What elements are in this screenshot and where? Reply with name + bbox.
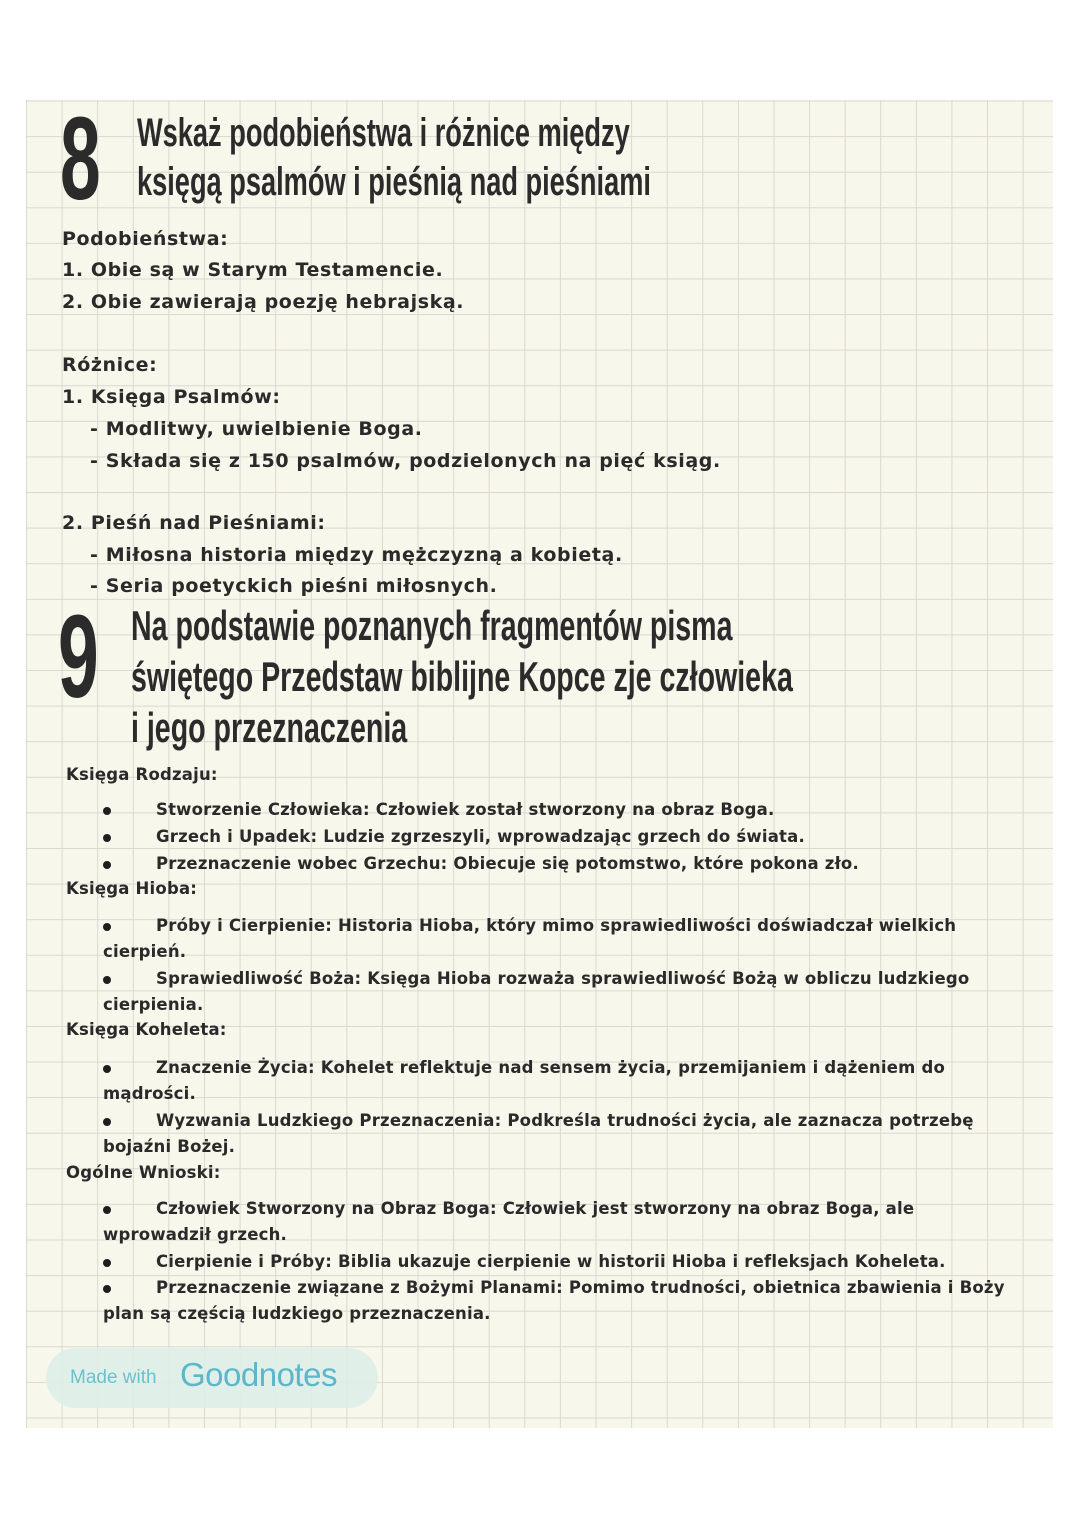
section-9-title-line-1: Na podstawie poznanych fragmentów pisma xyxy=(131,602,733,649)
group-label-ecclesiastes: Księga Koheleta: xyxy=(66,1020,227,1039)
similarity-item: 1. Obie są w Starym Testamencie. xyxy=(62,259,444,281)
list-item: Przeznaczenie związane z Bożymi Planami: Pomimo trudności, obietnica zbawienia i Boży xyxy=(156,1278,1005,1297)
similarities-label: Podobieństwa: xyxy=(62,228,229,250)
section-9-title-line-3: i jego przeznaczenia xyxy=(131,704,408,751)
difference-point: - Seria poetyckich pieśni miłosnych. xyxy=(90,575,498,597)
list-item-continuation: cierpienia. xyxy=(103,995,204,1014)
similarity-item: 2. Obie zawierają poezję hebrajską. xyxy=(62,291,465,313)
difference-point: - Miłosna historia między mężczyzną a kobietą. xyxy=(90,544,623,566)
bullet-icon xyxy=(103,861,111,869)
bullet-icon xyxy=(103,1065,111,1073)
list-item: Cierpienie i Próby: Biblia ukazuje cierpienie w historii Hioba i refleksjach Koheleta. xyxy=(156,1252,946,1271)
difference-title-song-of-songs: 2. Pieśń nad Pieśniami: xyxy=(62,512,326,534)
bullet-icon xyxy=(103,834,111,842)
section-9-number: 9 xyxy=(58,591,99,723)
bullet-icon xyxy=(103,923,111,931)
list-item: Grzech i Upadek: Ludzie zgrzeszyli, wprowadzając grzech do świata. xyxy=(156,827,805,846)
list-item: Przeznaczenie wobec Grzechu: Obiecuje się potomstwo, które pokona zło. xyxy=(156,854,859,873)
section-8-title-line-2: księgą psalmów i pieśnią nad pieśniami xyxy=(137,160,651,204)
difference-point: - Modlitwy, uwielbienie Boga. xyxy=(90,418,423,440)
bullet-icon xyxy=(103,976,111,984)
bullet-icon xyxy=(103,1118,111,1126)
group-label-genesis: Księga Rodzaju: xyxy=(66,765,218,784)
list-item-continuation: cierpień. xyxy=(103,942,187,961)
bullet-icon xyxy=(103,807,111,815)
list-item: Człowiek Stworzony na Obraz Boga: Człowiek jest stworzony na obraz Boga, ale xyxy=(156,1199,915,1218)
watermark-brand-logo: Goodnotes xyxy=(180,1356,337,1393)
list-item: Znaczenie Życia: Kohelet reflektuje nad sensem życia, przemijaniem i dążeniem do xyxy=(156,1058,946,1077)
difference-title-psalms: 1. Księga Psalmów: xyxy=(62,386,281,408)
list-item: Próby i Cierpienie: Historia Hioba, który mimo sprawiedliwości doświadczał wielkich xyxy=(156,916,957,935)
difference-point: - Składa się z 150 psalmów, podzielonych na pięć ksiąg. xyxy=(90,450,721,472)
differences-label: Różnice: xyxy=(62,354,158,376)
bullet-icon xyxy=(103,1285,111,1293)
list-item-continuation: plan są częścią ludzkiego przeznaczenia. xyxy=(103,1304,491,1323)
watermark-prefix: Made with xyxy=(70,1367,157,1388)
section-8-title-line-1: Wskaż podobieństwa i różnice między xyxy=(137,111,630,155)
list-item: Sprawiedliwość Boża: Księga Hioba rozważa sprawiedliwość Bożą w obliczu ludzkiego xyxy=(156,969,970,988)
section-8-number: 8 xyxy=(60,93,101,225)
list-item: Wyzwania Ludzkiego Przeznaczenia: Podkreśla trudności życia, ale zaznacza potrzebę xyxy=(156,1111,974,1130)
section-9-title-line-2: świętego Przedstaw biblijne Kopce zje człowieka xyxy=(131,653,793,700)
list-item-continuation: bojaźni Bożej. xyxy=(103,1137,236,1156)
list-item-continuation: mądrości. xyxy=(103,1084,196,1103)
group-label-job: Księga Hioba: xyxy=(66,879,198,898)
bullet-icon xyxy=(103,1259,111,1267)
bullet-icon xyxy=(103,1206,111,1214)
list-item-continuation: wprowadził grzech. xyxy=(103,1225,287,1244)
list-item: Stworzenie Człowieka: Człowiek został stworzony na obraz Boga. xyxy=(156,800,775,819)
group-label-conclusions: Ogólne Wnioski: xyxy=(66,1163,221,1182)
